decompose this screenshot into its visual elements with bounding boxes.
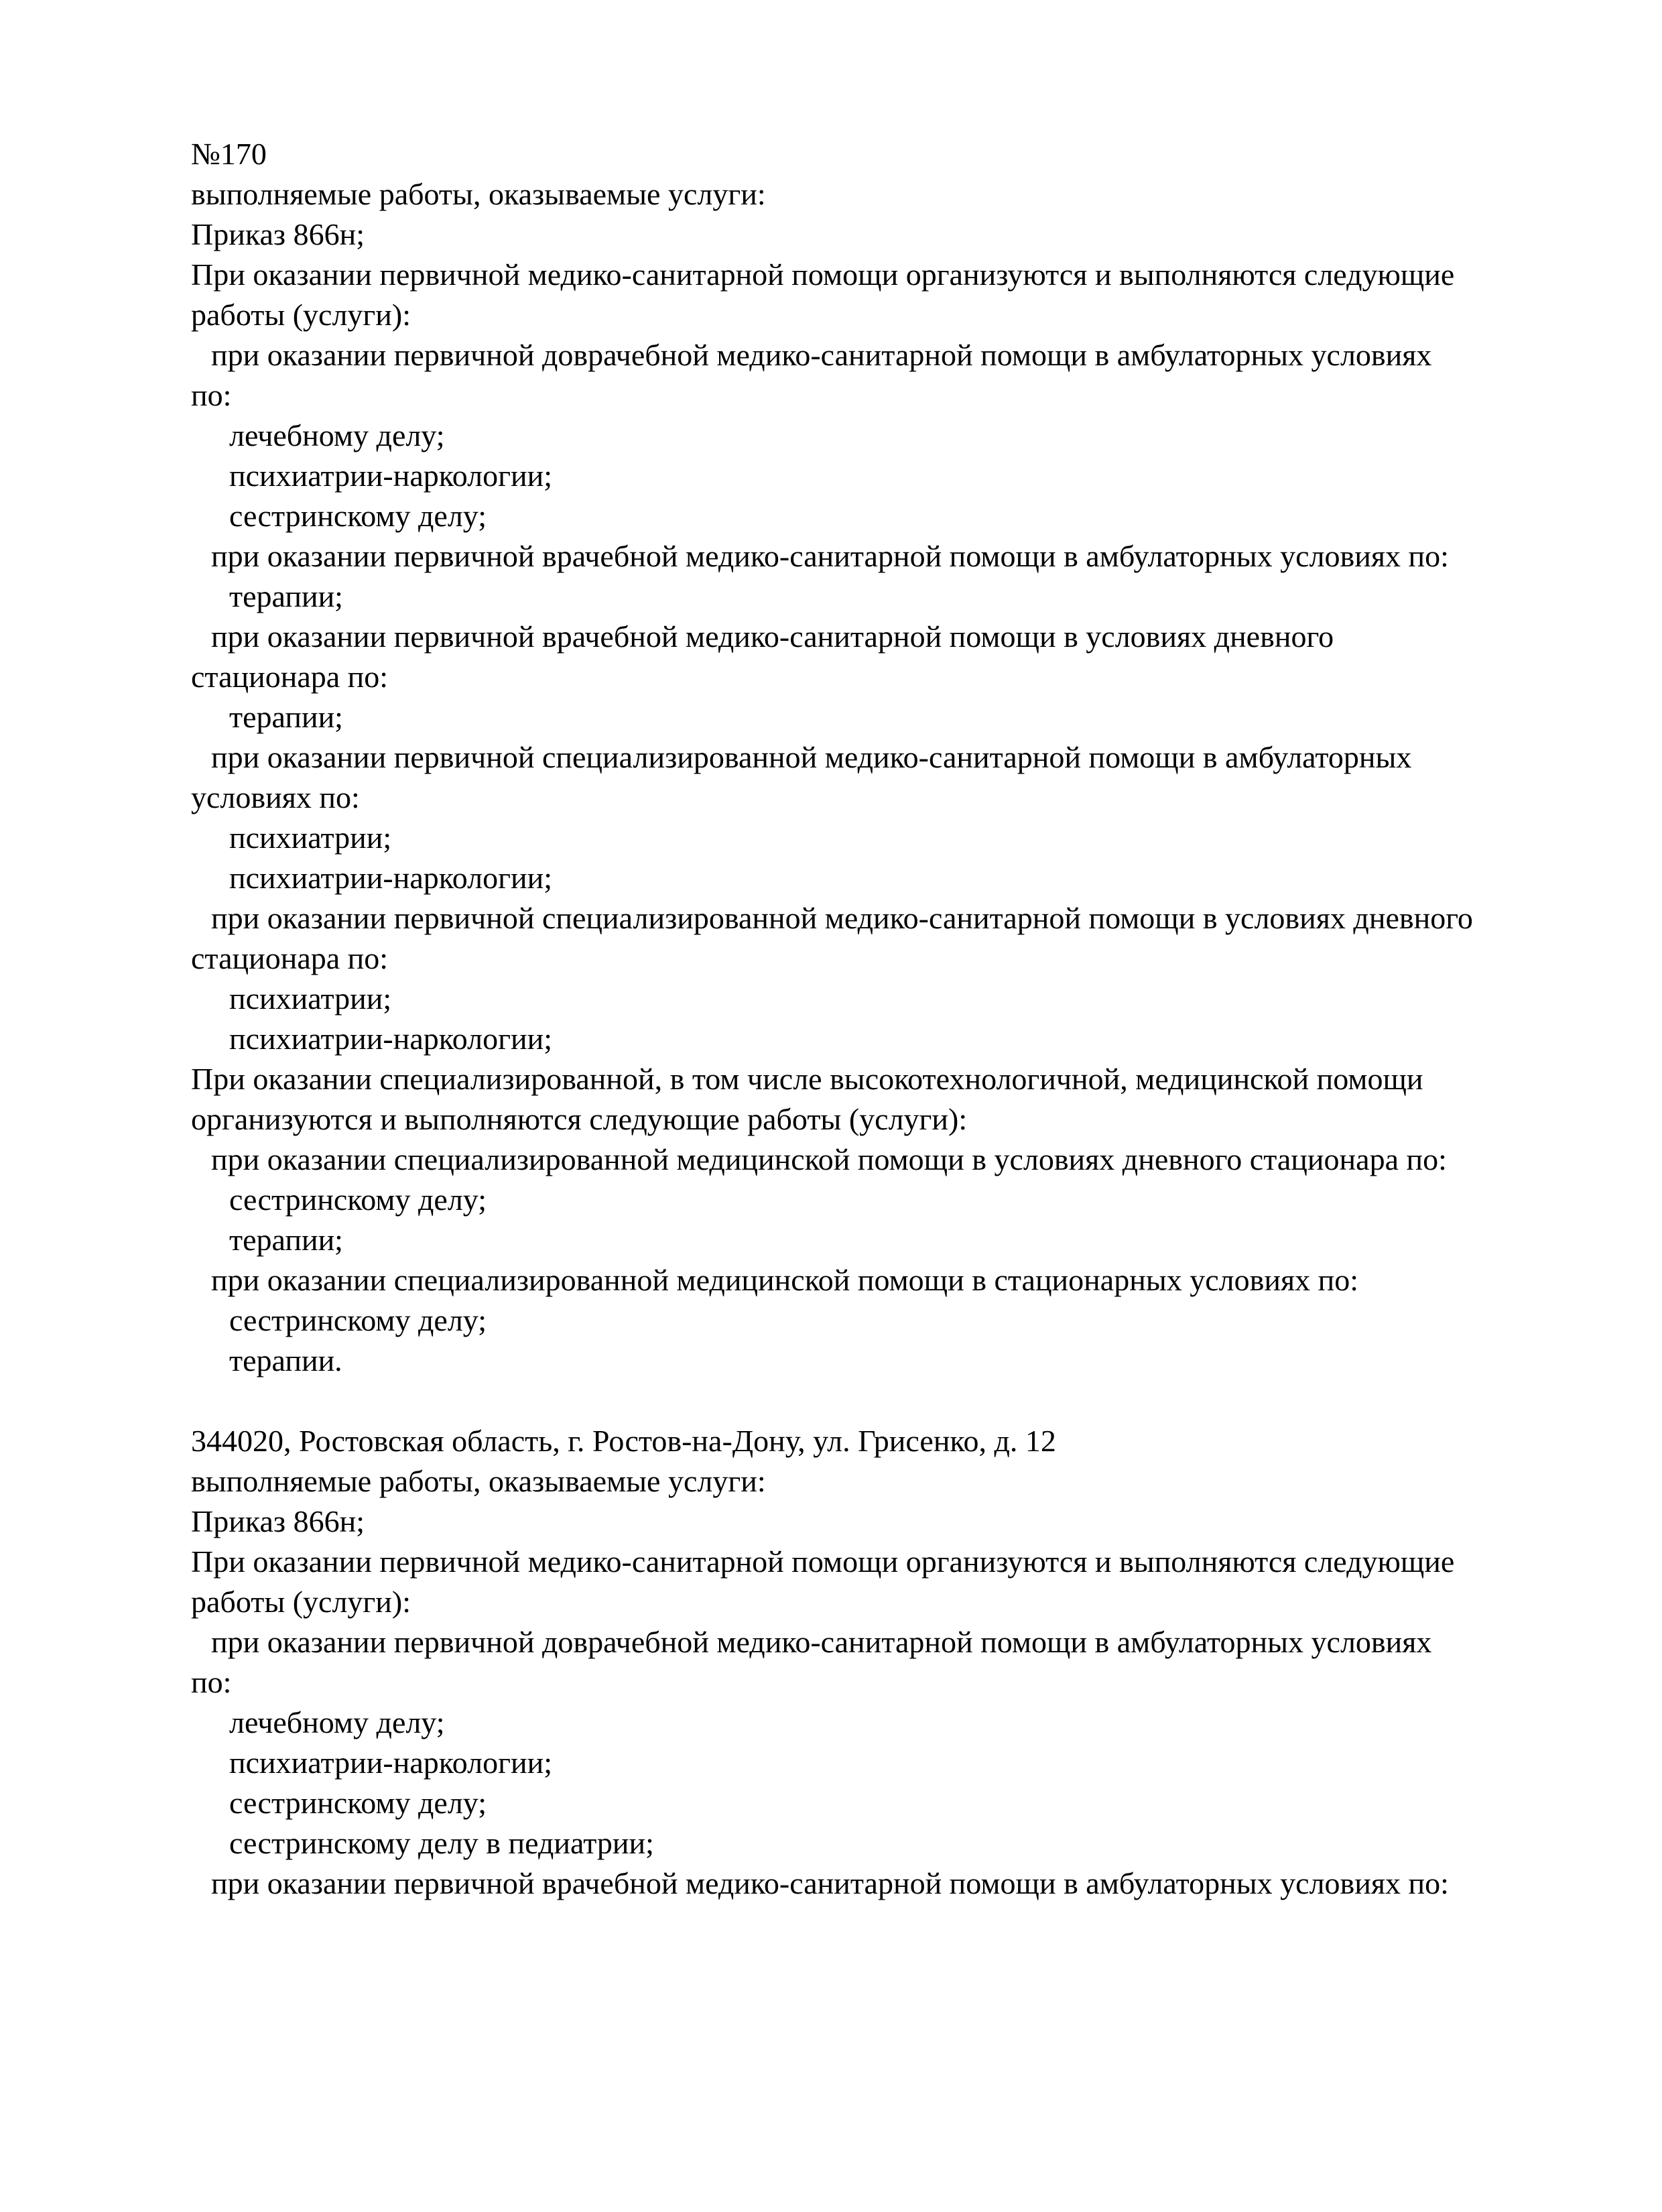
document-line: по: (191, 378, 232, 412)
document-line: при оказании специализированной медицинской помощи в стационарных условиях по: (211, 1263, 1358, 1297)
document-line: лечебному делу; (229, 418, 445, 452)
document-line: при оказании первичной врачебной медико-санитарной помощи в условиях дневного (211, 619, 1334, 654)
document-line: 344020, Ростовская область, г. Ростов-на-Дону, ул. Грисенко, д. 12 (191, 1424, 1056, 1458)
document-line: при оказании первичной специализированной медико-санитарной помощи в условиях дневного (211, 901, 1473, 935)
document-line: стационара по: (191, 660, 389, 694)
document-line: При оказании первичной медико-санитарной помощи организуются и выполняются следующие (191, 257, 1455, 292)
document-line: выполняемые работы, оказываемые услуги: (191, 1464, 766, 1498)
document-line: Приказ 866н; (191, 217, 365, 251)
document-line: условиях по: (191, 780, 360, 814)
document-line: При оказании специализированной, в том числе высокотехнологичной, медицинской помощи (191, 1062, 1423, 1096)
document-line: При оказании первичной медико-санитарной помощи организуются и выполняются следующие (191, 1544, 1455, 1579)
document-line: при оказании специализированной медицинской помощи в условиях дневного стационара по: (211, 1142, 1447, 1176)
document-line: стационара по: (191, 941, 389, 975)
document-line: по: (191, 1665, 232, 1699)
document-line: при оказании первичной доврачебной медико-санитарной помощи в амбулаторных условиях (211, 338, 1432, 372)
document-line: терапии. (229, 1343, 342, 1377)
document-line: психиатрии-наркологии; (229, 458, 552, 493)
document-line: организуются и выполняются следующие работы (услуги): (191, 1102, 968, 1136)
document-line: лечебному делу; (229, 1705, 445, 1739)
document-line: работы (услуги): (191, 1585, 411, 1619)
document-line: психиатрии; (229, 820, 392, 855)
document-line: психиатрии-наркологии; (229, 1022, 552, 1056)
document-line: сестринскому делу; (229, 1182, 487, 1217)
document-line: при оказании первичной врачебной медико-санитарной помощи в амбулаторных условиях по: (211, 539, 1449, 573)
document-line (191, 1381, 1578, 1421)
document-line: №170 (191, 137, 267, 171)
document-line: терапии; (229, 579, 343, 613)
document-line: при оказании первичной специализированной медико-санитарной помощи в амбулаторных (211, 740, 1412, 774)
document-line: психиатрии; (229, 981, 392, 1016)
document-line: при оказании первичной врачебной медико-санитарной помощи в амбулаторных условиях по: (211, 1866, 1449, 1900)
document-line: психиатрии-наркологии; (229, 1745, 552, 1780)
document-line: выполняемые работы, оказываемые услуги: (191, 177, 766, 211)
document-line: работы (услуги): (191, 298, 411, 332)
document-line: сестринскому делу; (229, 499, 487, 533)
document-line: при оказании первичной доврачебной медико-санитарной помощи в амбулаторных условиях (211, 1625, 1432, 1659)
document-line: сестринскому делу в педиатрии; (229, 1826, 654, 1860)
document-line: терапии; (229, 700, 343, 734)
document-line: сестринскому делу; (229, 1303, 487, 1337)
document-line: сестринскому делу; (229, 1786, 487, 1820)
document-body (191, 134, 1578, 1904)
document-line: терапии; (229, 1223, 343, 1257)
document-line: психиатрии-наркологии; (229, 861, 552, 895)
document-line: Приказ 866н; (191, 1504, 365, 1538)
